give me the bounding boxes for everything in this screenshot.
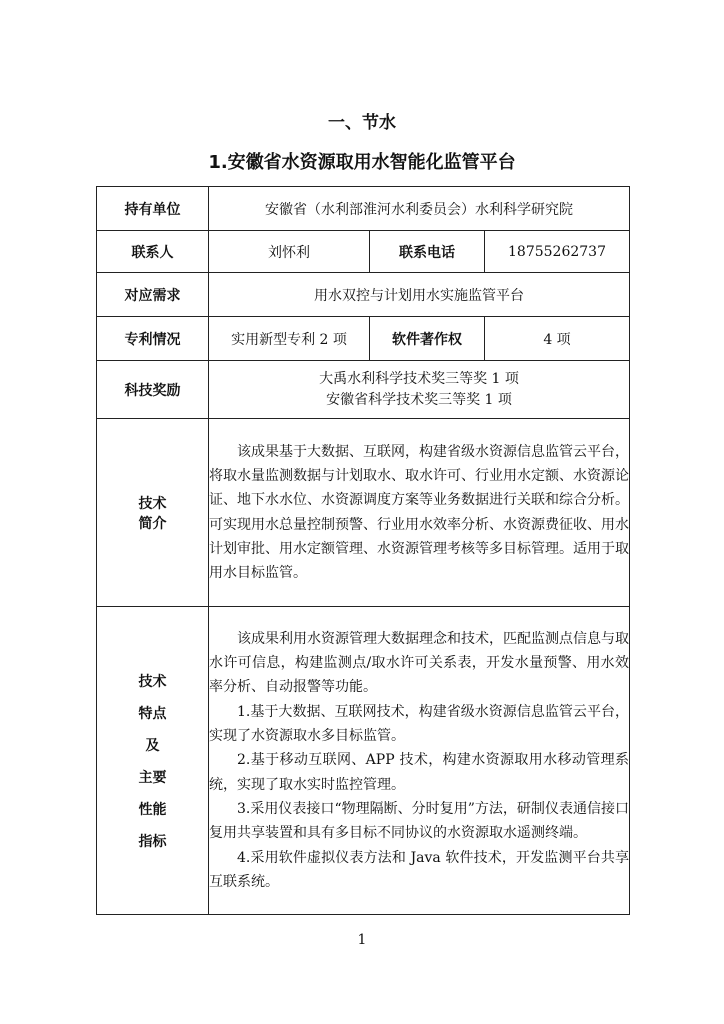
intro-text-cell [209, 419, 630, 607]
contact-label: 联系人 [97, 231, 209, 273]
award-value [209, 361, 630, 419]
section-title: 一、节水 [328, 113, 396, 133]
features-label-line: 性能 [138, 801, 167, 818]
award-line: 安徽省科学技术奖三等奖 1 项 [326, 391, 512, 408]
holder-label: 持有单位 [97, 187, 209, 231]
info-table [96, 186, 630, 915]
row-award [97, 361, 630, 419]
intro-label-stack [97, 493, 208, 533]
features-label-line: 及 [145, 737, 160, 754]
features-paragraph: 4.采用软件虚拟仪表方法和 Java 软件技术，开发监测平台共享互联系统。 [209, 849, 629, 890]
row-contact [97, 231, 630, 273]
features-label-line: 主要 [138, 769, 167, 786]
features-paragraph: 3.采用仪表接口“物理隔断、分时复用”方法，研制仪表通信接口复用共享装置和具有多目标不同协议的水资源取水遥测终端。 [209, 800, 629, 842]
award-line: 大禹水利科学技术奖三等奖 1 项 [319, 370, 519, 387]
award-label: 科技奖励 [97, 361, 209, 419]
features-label-line: 指标 [138, 833, 167, 850]
features-label-stack [97, 665, 208, 857]
features-label [97, 607, 209, 915]
features-paragraph: 该成果利用水资源管理大数据理念和技术，匹配监测点信息与取水许可信息，构建监测点/取水许可关系表，开发水量预警、用水效率分析、自动报警等功能。 [209, 630, 629, 696]
row-need [97, 273, 630, 317]
intro-label [97, 419, 209, 607]
patent-label: 专利情况 [97, 317, 209, 361]
software-value: 4 项 [485, 317, 630, 361]
need-value: 用水双控与计划用水实施监管平台 [209, 273, 630, 317]
holder-value: 安徽省（水利部淮河水利委员会）水利科学研究院 [209, 187, 630, 231]
row-holder [97, 187, 630, 231]
page-number: 1 [357, 932, 367, 948]
features-label-line: 技术 [138, 673, 167, 690]
patent-value: 实用新型专利 2 项 [209, 317, 370, 361]
software-label: 软件著作权 [370, 317, 485, 361]
features-paragraph: 2.基于移动互联网、APP 技术，构建水资源取用水移动管理系统，实现了取水实时监控管理。 [209, 752, 629, 793]
row-features [97, 607, 630, 915]
intro-text: 该成果基于大数据、互联网，构建省级水资源信息监管云平台，将取水量监测数据与计划取水、取水许可、行业用水定额、水资源论证、地下水水位、水资源调度方案等业务数据进行关联和综合分析。可实现用水总量控制预警、行业用水效率分析、水资源费征收、用水计划审批、用水定额管理、水资源管理考核等多目标管理。适用于取用水目标监管。 [209, 443, 629, 582]
intro-label-line: 技术 [138, 495, 167, 512]
features-label-line: 特点 [138, 705, 167, 722]
contact-value: 刘怀利 [209, 231, 370, 273]
features-text-cell [209, 607, 630, 915]
features-paragraph: 1.基于大数据、互联网技术，构建省级水资源信息监管云平台，实现了水资源取水多目标监管。 [209, 703, 629, 745]
row-intro [97, 419, 630, 607]
row-patent [97, 317, 630, 361]
intro-label-line: 简介 [138, 515, 167, 532]
document-title: 1.安徽省水资源取用水智能化监管平台 [208, 152, 516, 173]
phone-label: 联系电话 [370, 231, 485, 273]
phone-value: 18755262737 [485, 231, 630, 273]
need-label: 对应需求 [97, 273, 209, 317]
